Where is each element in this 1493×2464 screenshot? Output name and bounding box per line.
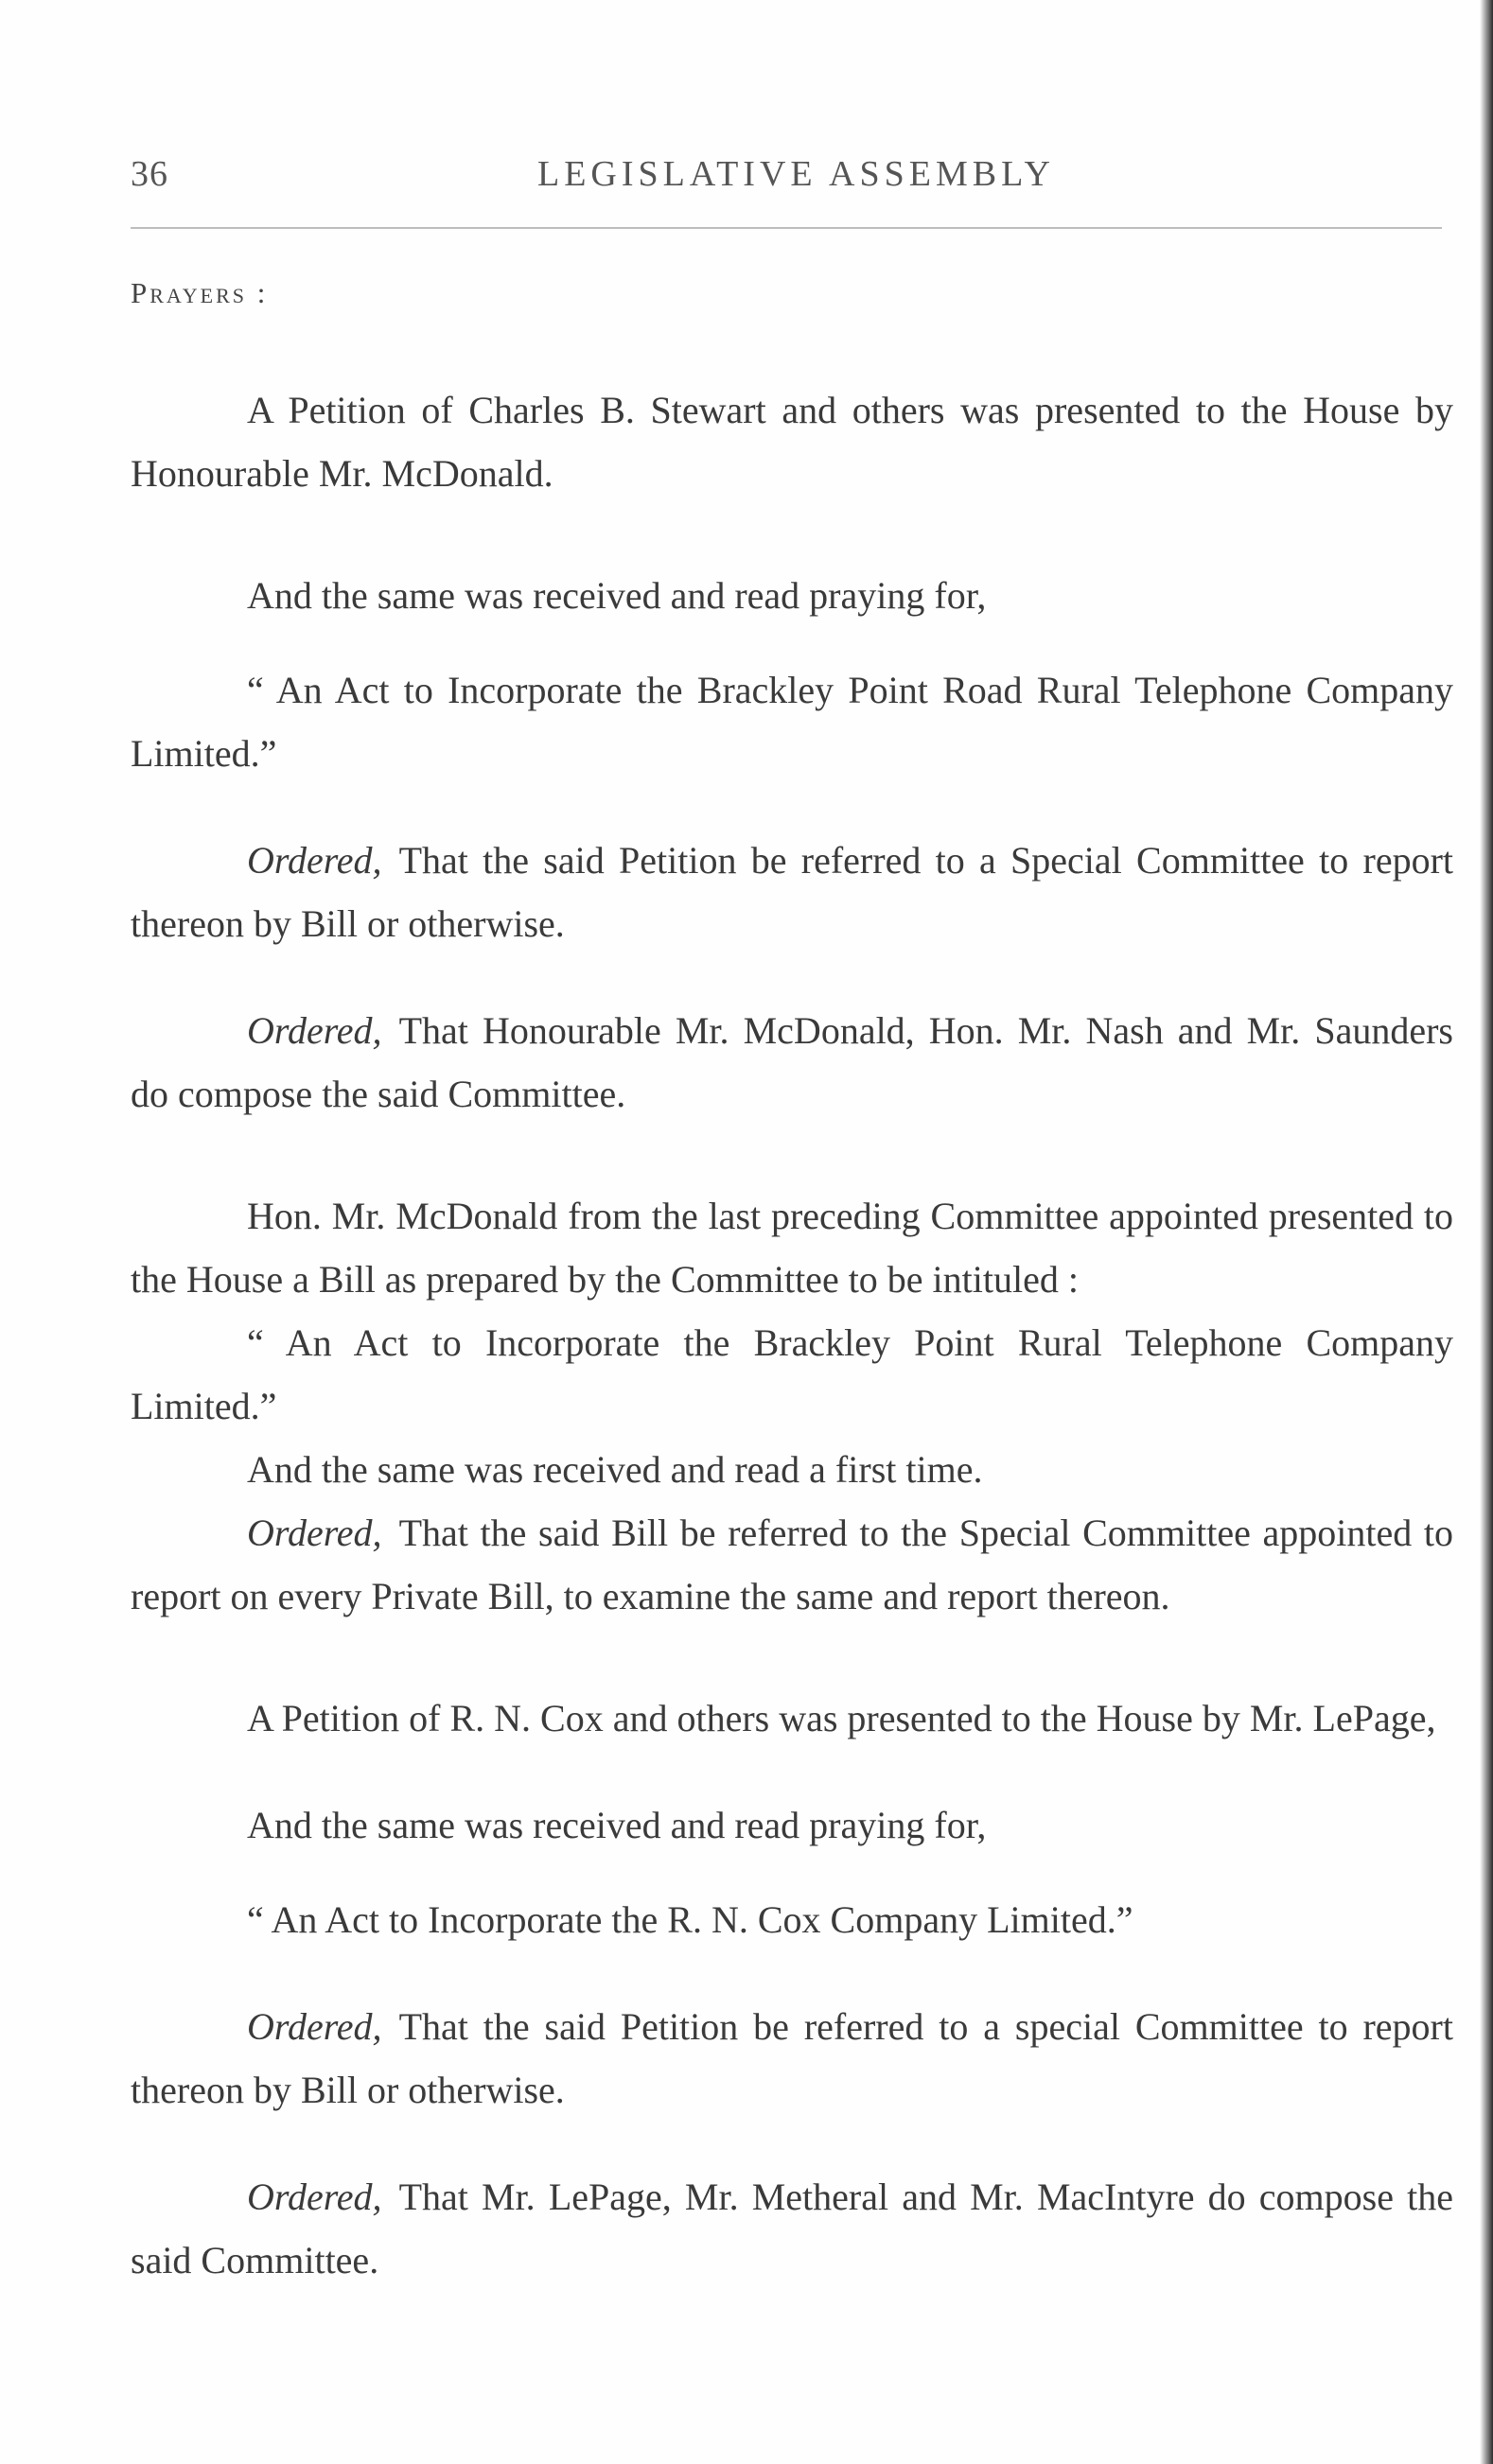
ordered-label: Ordered, (247, 839, 382, 882)
paragraph-petition-cox: A Petition of R. N. Cox and others was presented to the House by Mr. LePage, (247, 1697, 1436, 1739)
paragraph-ordered-4: Ordered, That the said Petition be referred to a special Committee to report thereon by Bill or otherwise. (131, 2005, 1453, 2111)
body-text (131, 378, 1453, 2292)
paragraph-ordered-3: Ordered, That the said Bill be referred to the Special Committee appointed to report on every Private Bill, to examine the same and report thereon. (131, 1512, 1453, 1617)
paragraph-ordered-5: Ordered, That Mr. LePage, Mr. Metheral and Mr. MacIntyre do compose the said Committee. (131, 2176, 1453, 2281)
ordered-label: Ordered, (247, 2176, 382, 2218)
paragraph-ordered-2: Ordered, That Honourable Mr. McDonald, Hon. Mr. Nash and Mr. Saunders do compose the said Committee. (131, 1009, 1453, 1115)
running-title: LEGISLATIVE ASSEMBLY (537, 154, 1055, 194)
page-edge-shadow (1480, 0, 1493, 2464)
paragraph-act-title-1: “ An Act to Incorporate the Brackley Point Road Rural Telephone Company Limited.” (131, 669, 1453, 775)
paragraph-ordered-1: Ordered, That the said Petition be referred to a Special Committee to report thereon by Bill or otherwise. (131, 839, 1453, 945)
paragraph-received-1: And the same was received and read praying for, (247, 574, 987, 617)
section-label: Prayers : (131, 276, 269, 309)
ordered-label: Ordered, (247, 1512, 382, 1554)
ordered-label: Ordered, (247, 2005, 382, 2048)
header-rule (131, 227, 1442, 229)
paragraph-committee-bill: Hon. Mr. McDonald from the last preceding Committee appointed presented to the House a Bill as prepared by the Committee to be intituled : (131, 1195, 1453, 1301)
ordered-label: Ordered, (247, 1009, 382, 1052)
paragraph-petition-stewart: A Petition of Charles B. Stewart and others was presented to the House by Honourable Mr. McDonald. (131, 389, 1453, 495)
page-header (131, 153, 1442, 210)
paragraph-act-title-3: “ An Act to Incorporate the R. N. Cox Company Limited.” (247, 1898, 1133, 1941)
paragraph-first-reading: And the same was received and read a first time. (247, 1448, 983, 1491)
paragraph-act-title-2: “ An Act to Incorporate the Brackley Point Rural Telephone Company Limited.” (131, 1321, 1453, 1427)
page-number: 36 (131, 154, 168, 194)
paragraph-received-2: And the same was received and read praying for, (247, 1804, 987, 1846)
